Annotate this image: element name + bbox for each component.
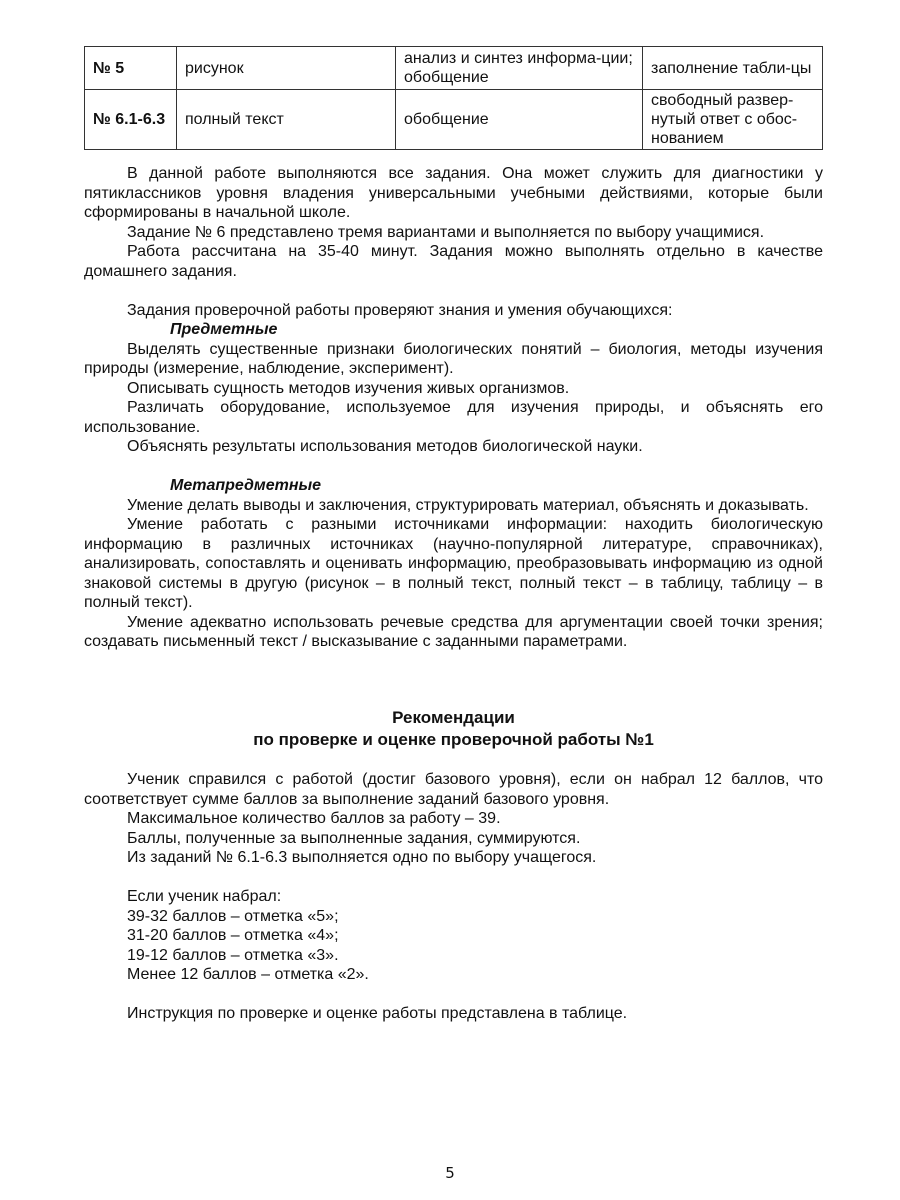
grade-line: 19-12 баллов – отметка «3». — [127, 946, 339, 964]
skills-lead: Задания проверочной работы проверяют знания и умения обучающихся: — [127, 301, 673, 319]
grade-line: 39-32 баллов – отметка «5»; — [127, 907, 339, 925]
table-row — [85, 90, 823, 150]
subject-skills-heading: Предметные — [170, 321, 278, 338]
intro-section — [84, 164, 823, 652]
intro-paragraph: Задание № 6 представлено тремя вариантами и выполняется по выбору учащимися. — [127, 223, 765, 241]
subject-skill-item: Описывать сущность методов изучения живых организмов. — [127, 379, 570, 397]
recommendations-title-line: по проверке и оценке проверочной работы №1 — [253, 730, 654, 749]
recommendations-title — [84, 707, 823, 751]
tasks-table — [84, 46, 823, 150]
recommendation-paragraph: Баллы, полученные за выполненные задания, суммируются. — [127, 829, 581, 847]
subject-skill-item: Различать оборудование, используемое для изучения природы, и объяснять его использование. — [84, 399, 823, 436]
page-number: 5 — [445, 1164, 455, 1182]
task-number-cell: № 5 — [85, 47, 177, 90]
recommendations-section — [84, 770, 823, 1024]
skill-cell: обобщение — [396, 90, 643, 150]
subject-skill-item: Объяснять результаты использования методов биологической науки. — [127, 438, 643, 455]
meta-skill-item: Умение адекватно использовать речевые средства для аргументации своей точки зрения; создавать письменный текст / высказывание с заданными параметрами. — [84, 613, 823, 650]
recommendation-paragraph: Ученик справился с работой (достиг базового уровня), если он набрал 12 баллов, что соответствует сумме баллов за выполнение заданий базового уровня. — [84, 771, 823, 808]
recommendation-paragraph: Из заданий № 6.1-6.3 выполняется одно по выбору учащегося. — [127, 849, 597, 866]
answer-form-cell: заполнение табли-цы — [643, 47, 823, 90]
subject-skill-item: Выделять существенные признаки биологических понятий – биология, методы изучения природы (измерение, наблюдение, эксперимент). — [84, 340, 823, 377]
grades-lead: Если ученик набрал: — [127, 888, 282, 905]
recommendations-title-line: Рекомендации — [392, 708, 515, 727]
grade-line: 31-20 баллов – отметка «4»; — [127, 927, 339, 944]
meta-skills-heading: Метапредметные — [170, 477, 322, 494]
closing-note: Инструкция по проверке и оценке работы представлена в таблице. — [127, 1005, 628, 1022]
intro-paragraph: Работа рассчитана на 35-40 минут. Задания можно выполнять отдельно в качестве домашнего задания. — [84, 243, 823, 280]
task-number-cell: № 6.1-6.3 — [85, 90, 177, 150]
recommendation-paragraph: Максимальное количество баллов за работу – 39. — [127, 810, 501, 827]
material-cell: полный текст — [177, 90, 396, 150]
table-row — [85, 47, 823, 90]
grade-line: Менее 12 баллов – отметка «2». — [127, 966, 369, 983]
meta-skill-item: Умение работать с разными источниками информации: находить биологическую информацию в различных источниках (научно-популярной литературе, справочниках), анализировать, сопоставлять и оценивать информацию, преобразовывать информацию из одной знаковой системы в другую (рисунок – в полный текст, полный текст – в таблицу, таблицу – в полный текст). — [84, 516, 823, 611]
material-cell: рисунок — [177, 47, 396, 90]
skill-cell: анализ и синтез информа-ции; обобщение — [396, 47, 643, 90]
answer-form-cell: свободный развер-нутый ответ с обос-нованием — [643, 90, 823, 150]
meta-skill-item: Умение делать выводы и заключения, структурировать материал, объяснять и доказывать. — [127, 496, 809, 514]
intro-paragraph: В данной работе выполняются все задания. Она может служить для диагностики у пятиклассников уровня владения универсальными учебными действиями, которые были сформированы в начальной школе. — [84, 165, 823, 221]
